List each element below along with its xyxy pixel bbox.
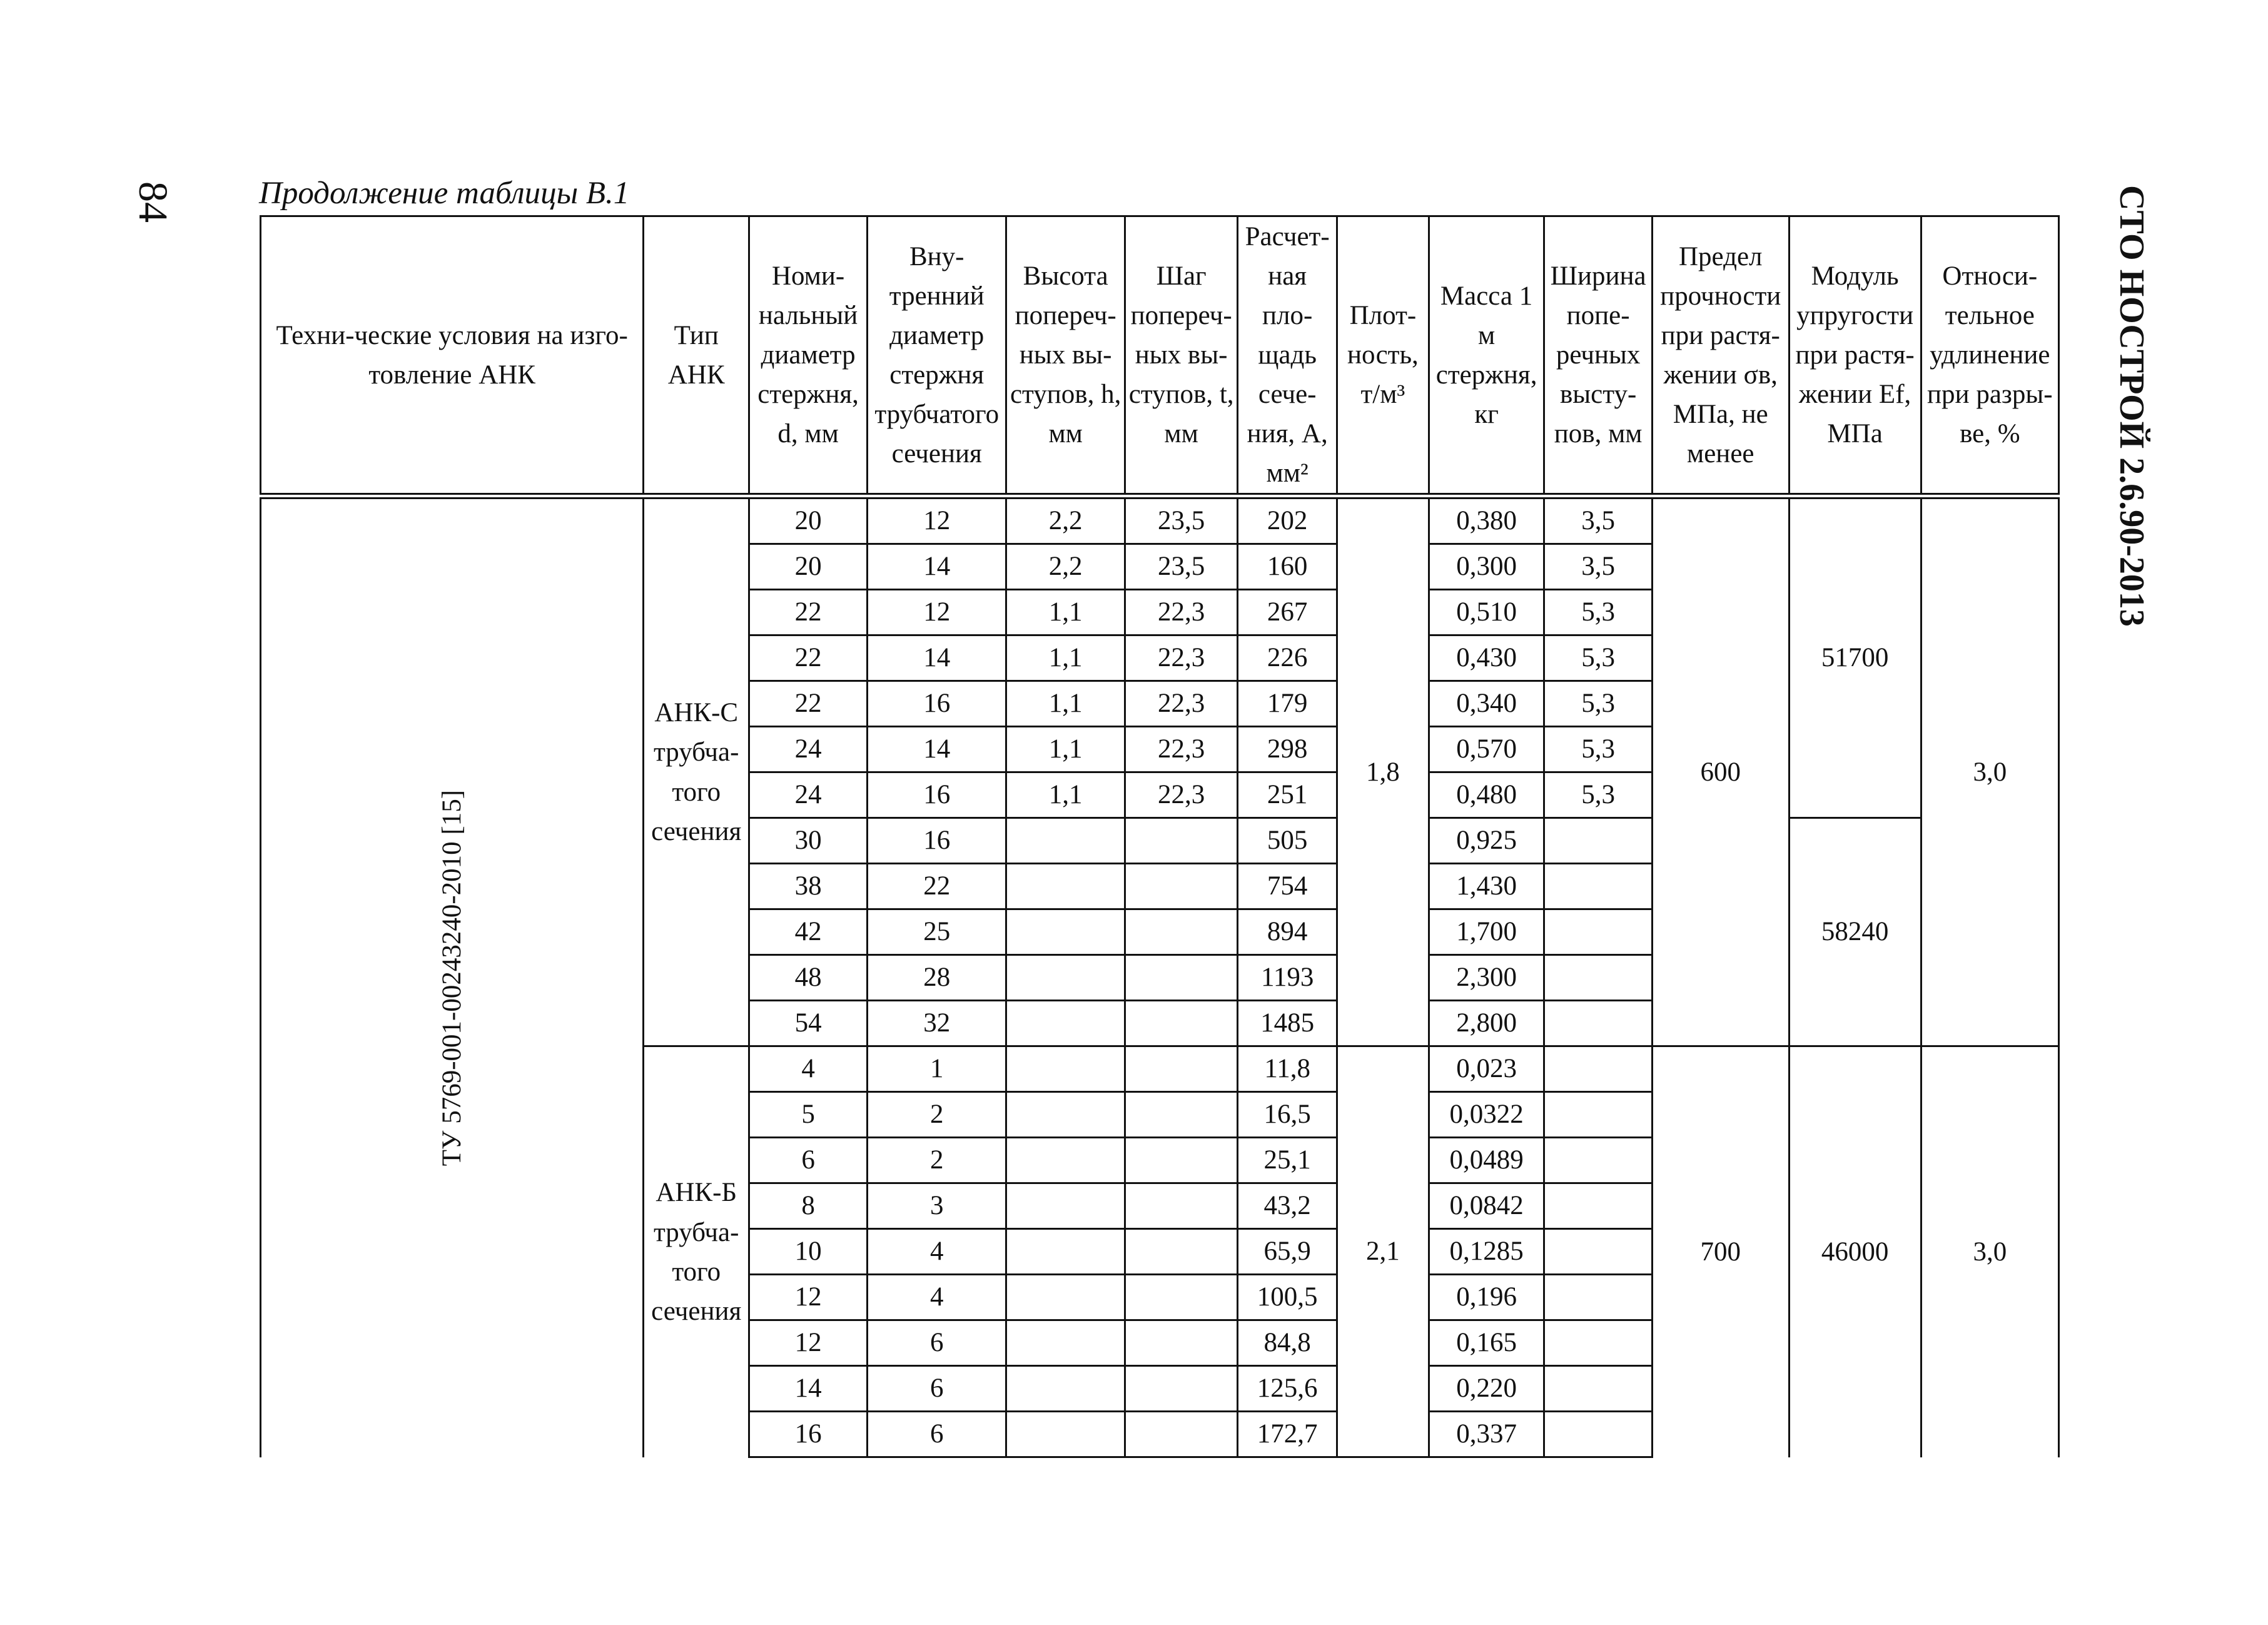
cell-area: 100,5: [1238, 1275, 1337, 1320]
cell-rib-height: [1006, 1412, 1125, 1457]
cell-inner-diameter: 4: [868, 1275, 1006, 1320]
cell-diameter: 12: [749, 1275, 868, 1320]
cell-inner-diameter: 4: [868, 1229, 1006, 1275]
cell-mass: 0,430: [1429, 635, 1544, 681]
cell-rib-width: 5,3: [1544, 590, 1653, 635]
cell-rib-width: 5,3: [1544, 681, 1653, 727]
cell-inner-diameter: 6: [868, 1412, 1006, 1457]
cell-rib-height: 1,1: [1006, 590, 1125, 635]
cell-inner-diameter: 16: [868, 772, 1006, 818]
cell-diameter: 24: [749, 772, 868, 818]
document-code: СТО НОСТРОЙ 2.6.90-2013: [2112, 185, 2151, 627]
col-header: Масса 1 м стержня, кг: [1429, 216, 1544, 497]
cell-inner-diameter: 22: [868, 864, 1006, 909]
cell-area: 1485: [1238, 1001, 1337, 1046]
col-header: Вну-тренний диаметр стержня трубчатого сечения: [868, 216, 1006, 497]
cell-diameter: 20: [749, 496, 868, 544]
cell-inner-diameter: 16: [868, 681, 1006, 727]
cell-rib-width: [1544, 909, 1653, 955]
cell-rib-step: [1125, 1320, 1238, 1366]
cell-area: 251: [1238, 772, 1337, 818]
cell-inner-diameter: 14: [868, 635, 1006, 681]
cell-modulus: 46000: [1789, 1046, 1921, 1457]
tu-rotated: [264, 519, 640, 1438]
table-caption: Продолжение таблицы В.1: [259, 176, 630, 211]
col-header: Шаг попереч-ных вы-ступов, t, мм: [1125, 216, 1238, 497]
col-header: Относи-тельное удлинение при разры-ве, %: [1921, 216, 2058, 497]
cell-inner-diameter: 6: [868, 1366, 1006, 1412]
cell-area: 65,9: [1238, 1229, 1337, 1275]
cell-rib-width: [1544, 955, 1653, 1001]
cell-inner-diameter: 2: [868, 1092, 1006, 1138]
cell-rib-width: 3,5: [1544, 544, 1653, 590]
cell-rib-height: 1,1: [1006, 727, 1125, 772]
cell-rib-height: [1006, 1183, 1125, 1229]
cell-modulus: 51700: [1789, 496, 1921, 818]
cell-rib-step: [1125, 1275, 1238, 1320]
cell-diameter: 5: [749, 1092, 868, 1138]
cell-diameter: 6: [749, 1138, 868, 1183]
cell-type: АНК-Б трубча-того сечения: [644, 1046, 749, 1457]
cell-diameter: 16: [749, 1412, 868, 1457]
cell-rib-width: [1544, 1275, 1653, 1320]
cell-rib-step: [1125, 1183, 1238, 1229]
cell-rib-width: [1544, 1320, 1653, 1366]
cell-mass: 0,023: [1429, 1046, 1544, 1092]
cell-area: 11,8: [1238, 1046, 1337, 1092]
cell-diameter: 54: [749, 1001, 868, 1046]
cell-diameter: 48: [749, 955, 868, 1001]
cell-rib-height: [1006, 864, 1125, 909]
cell-diameter: 22: [749, 681, 868, 727]
cell-area: 125,6: [1238, 1366, 1337, 1412]
cell-diameter: 22: [749, 590, 868, 635]
cell-area: 754: [1238, 864, 1337, 909]
cell-rib-step: [1125, 1046, 1238, 1092]
cell-inner-diameter: 2: [868, 1138, 1006, 1183]
cell-inner-diameter: 12: [868, 590, 1006, 635]
cell-tu: [261, 496, 644, 1457]
cell-inner-diameter: 6: [868, 1320, 1006, 1366]
cell-strength: 700: [1652, 1046, 1789, 1457]
cell-elongation: 3,0: [1921, 1046, 2058, 1457]
cell-rib-step: [1125, 864, 1238, 909]
col-header: Высота попереч-ных вы-ступов, h, мм: [1006, 216, 1125, 497]
cell-rib-height: 2,2: [1006, 496, 1125, 544]
cell-rib-width: [1544, 1412, 1653, 1457]
cell-rib-step: 22,3: [1125, 635, 1238, 681]
cell-area: 25,1: [1238, 1138, 1337, 1183]
cell-rib-width: [1544, 864, 1653, 909]
cell-mass: 0,380: [1429, 496, 1544, 544]
cell-rib-height: [1006, 909, 1125, 955]
cell-mass: 0,570: [1429, 727, 1544, 772]
cell-rib-height: [1006, 955, 1125, 1001]
cell-rib-width: [1544, 818, 1653, 864]
cell-rib-width: 5,3: [1544, 635, 1653, 681]
col-header: Тип АНК: [644, 216, 749, 497]
cell-inner-diameter: 14: [868, 727, 1006, 772]
cell-rib-height: 1,1: [1006, 772, 1125, 818]
col-header: Расчет-ная пло-щадь сече-ния, A, мм²: [1238, 216, 1337, 497]
col-header: Ширина попе-речных высту-пов, мм: [1544, 216, 1653, 497]
cell-diameter: 10: [749, 1229, 868, 1275]
cell-rib-step: [1125, 1412, 1238, 1457]
cell-mass: 0,337: [1429, 1412, 1544, 1457]
cell-rib-step: [1125, 909, 1238, 955]
cell-rib-width: 5,3: [1544, 772, 1653, 818]
cell-area: 894: [1238, 909, 1337, 955]
cell-rib-height: [1006, 1001, 1125, 1046]
cell-mass: 0,510: [1429, 590, 1544, 635]
cell-rib-width: [1544, 1092, 1653, 1138]
page-number: 84: [130, 181, 176, 223]
cell-mass: 0,480: [1429, 772, 1544, 818]
cell-mass: 2,800: [1429, 1001, 1544, 1046]
cell-mass: 1,430: [1429, 864, 1544, 909]
cell-rib-height: [1006, 1320, 1125, 1366]
cell-rib-step: 22,3: [1125, 772, 1238, 818]
cell-inner-diameter: 1: [868, 1046, 1006, 1092]
cell-diameter: 8: [749, 1183, 868, 1229]
cell-type: АНК-С трубча-того сечения: [644, 496, 749, 1046]
cell-rib-width: [1544, 1183, 1653, 1229]
cell-rib-height: [1006, 1275, 1125, 1320]
cell-mass: 0,340: [1429, 681, 1544, 727]
cell-density: 2,1: [1337, 1046, 1429, 1457]
cell-diameter: 30: [749, 818, 868, 864]
cell-inner-diameter: 16: [868, 818, 1006, 864]
col-header: Номи-нальный диаметр стержня, d, мм: [749, 216, 868, 497]
cell-area: 226: [1238, 635, 1337, 681]
cell-inner-diameter: 25: [868, 909, 1006, 955]
cell-rib-height: 1,1: [1006, 635, 1125, 681]
cell-area: 179: [1238, 681, 1337, 727]
col-header: Плот-ность, т/м³: [1337, 216, 1429, 497]
cell-mass: 0,0842: [1429, 1183, 1544, 1229]
cell-mass: 0,0489: [1429, 1138, 1544, 1183]
cell-mass: 1,700: [1429, 909, 1544, 955]
table-header-row: [261, 216, 2059, 497]
cell-rib-height: [1006, 1229, 1125, 1275]
cell-area: 298: [1238, 727, 1337, 772]
cell-rib-height: [1006, 1092, 1125, 1138]
cell-rib-step: [1125, 1366, 1238, 1412]
cell-strength: 600: [1652, 496, 1789, 1046]
cell-rib-step: [1125, 1229, 1238, 1275]
cell-elongation: 3,0: [1921, 496, 2058, 1046]
cell-mass: 0,196: [1429, 1275, 1544, 1320]
cell-rib-width: [1544, 1046, 1653, 1092]
cell-rib-step: [1125, 955, 1238, 1001]
cell-diameter: 14: [749, 1366, 868, 1412]
cell-rib-height: [1006, 1366, 1125, 1412]
cell-mass: 2,300: [1429, 955, 1544, 1001]
cell-rib-width: 5,3: [1544, 727, 1653, 772]
spec-table: [260, 215, 2060, 1458]
cell-inner-diameter: 12: [868, 496, 1006, 544]
cell-mass: 0,0322: [1429, 1092, 1544, 1138]
cell-area: 84,8: [1238, 1320, 1337, 1366]
cell-rib-width: [1544, 1138, 1653, 1183]
cell-rib-height: 2,2: [1006, 544, 1125, 590]
cell-rib-step: 23,5: [1125, 496, 1238, 544]
cell-rib-height: [1006, 1046, 1125, 1092]
cell-area: 202: [1238, 496, 1337, 544]
cell-mass: 0,1285: [1429, 1229, 1544, 1275]
cell-rib-step: 23,5: [1125, 544, 1238, 590]
cell-rib-width: 3,5: [1544, 496, 1653, 544]
cell-diameter: 38: [749, 864, 868, 909]
cell-rib-width: [1544, 1001, 1653, 1046]
cell-area: 267: [1238, 590, 1337, 635]
cell-diameter: 24: [749, 727, 868, 772]
cell-inner-diameter: 32: [868, 1001, 1006, 1046]
cell-mass: 0,925: [1429, 818, 1544, 864]
cell-diameter: 4: [749, 1046, 868, 1092]
cell-rib-step: 22,3: [1125, 727, 1238, 772]
cell-area: 172,7: [1238, 1412, 1337, 1457]
cell-mass: 0,300: [1429, 544, 1544, 590]
cell-area: 160: [1238, 544, 1337, 590]
cell-rib-step: 22,3: [1125, 590, 1238, 635]
cell-area: 505: [1238, 818, 1337, 864]
cell-rib-height: 1,1: [1006, 681, 1125, 727]
cell-area: 43,2: [1238, 1183, 1337, 1229]
cell-diameter: 22: [749, 635, 868, 681]
cell-rib-height: [1006, 1138, 1125, 1183]
cell-inner-diameter: 3: [868, 1183, 1006, 1229]
cell-rib-step: [1125, 1092, 1238, 1138]
cell-area: 16,5: [1238, 1092, 1337, 1138]
cell-rib-step: 22,3: [1125, 681, 1238, 727]
cell-rib-width: [1544, 1229, 1653, 1275]
table-body: [261, 496, 2059, 1457]
cell-rib-height: [1006, 818, 1125, 864]
col-header: Модуль упругости при растя-жении Ef, МПа: [1789, 216, 1921, 497]
cell-inner-diameter: 28: [868, 955, 1006, 1001]
col-header: Техни-ческие условия на изго-товление АНК: [261, 216, 644, 497]
cell-rib-width: [1544, 1366, 1653, 1412]
cell-rib-step: [1125, 1001, 1238, 1046]
cell-rib-step: [1125, 818, 1238, 864]
cell-diameter: 42: [749, 909, 868, 955]
cell-mass: 0,165: [1429, 1320, 1544, 1366]
cell-modulus: 58240: [1789, 818, 1921, 1046]
tu-text: ТУ 5769-001-00243240-2010 [15]: [437, 790, 467, 1167]
cell-rib-step: [1125, 1138, 1238, 1183]
cell-density: 1,8: [1337, 496, 1429, 1046]
cell-diameter: 12: [749, 1320, 868, 1366]
col-header: Предел прочности при растя-жении σв, МПа, не менее: [1652, 216, 1789, 497]
cell-mass: 0,220: [1429, 1366, 1544, 1412]
cell-inner-diameter: 14: [868, 544, 1006, 590]
cell-area: 1193: [1238, 955, 1337, 1001]
cell-diameter: 20: [749, 544, 868, 590]
table-row: [261, 496, 2059, 544]
